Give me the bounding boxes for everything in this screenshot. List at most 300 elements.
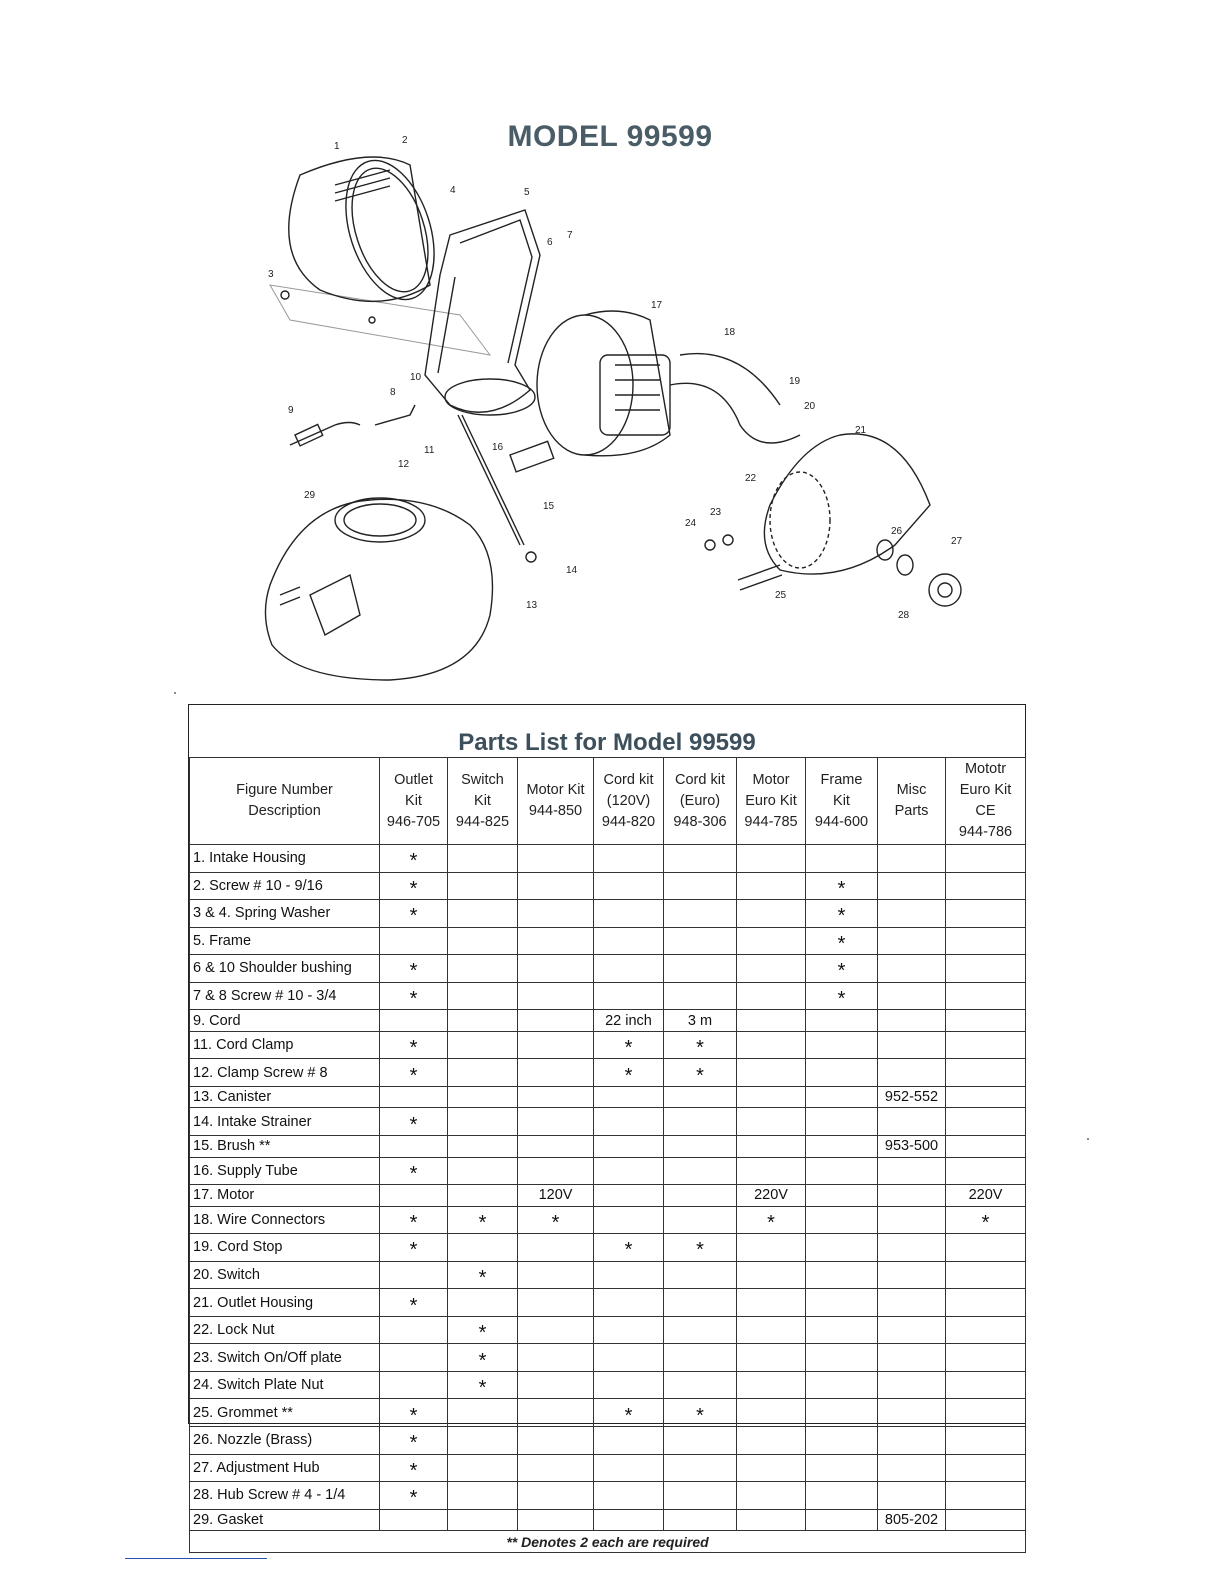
- table-row: [190, 1206, 1026, 1234]
- table-cell: [594, 1206, 664, 1234]
- table-cell: [380, 927, 448, 955]
- part-description: 9. Cord: [190, 1010, 380, 1032]
- callout-16: 16: [492, 442, 504, 453]
- table-cell: [518, 1261, 594, 1289]
- table-cell: [518, 1031, 594, 1059]
- table-row: [190, 1289, 1026, 1317]
- callout-4: 4: [450, 185, 456, 196]
- table-cell: [878, 1289, 946, 1317]
- table-cell: [946, 845, 1026, 873]
- table-cell: [878, 1261, 946, 1289]
- table-cell: [806, 1261, 878, 1289]
- table-cell: [448, 955, 518, 983]
- included-mark: *: [380, 1234, 448, 1262]
- included-mark: *: [380, 1427, 448, 1455]
- table-cell: [806, 1136, 878, 1158]
- canister-drawing: [265, 498, 492, 680]
- table-cell: [946, 1234, 1026, 1262]
- part-description: 18. Wire Connectors: [190, 1206, 380, 1234]
- table-cell: [594, 1371, 664, 1399]
- table-cell: [664, 1136, 737, 1158]
- table-row: [190, 1234, 1026, 1262]
- table-cell: [737, 1086, 806, 1108]
- table-cell: [737, 955, 806, 983]
- part-description: 27. Adjustment Hub: [190, 1454, 380, 1482]
- part-description: 13. Canister: [190, 1086, 380, 1108]
- table-cell: [737, 1010, 806, 1032]
- table-cell: [518, 1454, 594, 1482]
- table-cell: [737, 1482, 806, 1510]
- table-cell: [664, 982, 737, 1010]
- included-mark: *: [806, 900, 878, 928]
- included-mark: *: [380, 1206, 448, 1234]
- table-cell: [448, 1427, 518, 1455]
- included-mark: *: [594, 1059, 664, 1087]
- table-row: [190, 1157, 1026, 1185]
- included-mark: *: [380, 1031, 448, 1059]
- table-cell: [806, 1086, 878, 1108]
- part-description: 20. Switch: [190, 1261, 380, 1289]
- table-cell: [737, 1289, 806, 1317]
- scan-speck: [174, 692, 176, 694]
- table-row: [190, 1031, 1026, 1059]
- column-header-kit: [518, 758, 594, 845]
- table-cell: [878, 1427, 946, 1455]
- parts-table: [189, 757, 1026, 1553]
- table-cell: [878, 955, 946, 983]
- callout-14: 14: [566, 565, 578, 576]
- part-description: 7 & 8 Screw # 10 - 3/4: [190, 982, 380, 1010]
- table-cell: [878, 1344, 946, 1372]
- table-cell: [518, 1010, 594, 1032]
- column-header-line: Euro Kit: [959, 782, 1012, 798]
- table-cell: 120V: [518, 1185, 594, 1207]
- table-cell: [518, 1157, 594, 1185]
- table-cell: [448, 1234, 518, 1262]
- table-cell: [594, 900, 664, 928]
- column-header-kit: [878, 758, 946, 845]
- callout-12: 12: [398, 459, 410, 470]
- table-row: [190, 1399, 1026, 1427]
- table-cell: [448, 1399, 518, 1427]
- table-row: [190, 1454, 1026, 1482]
- table-cell: [806, 1427, 878, 1455]
- table-cell: [594, 1344, 664, 1372]
- table-cell: [737, 1261, 806, 1289]
- included-mark: *: [594, 1234, 664, 1262]
- table-cell: [806, 1482, 878, 1510]
- table-row: [190, 845, 1026, 873]
- table-cell: [878, 1482, 946, 1510]
- table-cell: [806, 845, 878, 873]
- table-cell: [518, 1316, 594, 1344]
- table-cell: [806, 1059, 878, 1087]
- table-cell: [594, 982, 664, 1010]
- table-cell: [518, 1234, 594, 1262]
- table-cell: [448, 982, 518, 1010]
- table-cell: [380, 1185, 448, 1207]
- table-cell: [878, 927, 946, 955]
- table-cell: [664, 1289, 737, 1317]
- table-cell: [594, 1185, 664, 1207]
- callout-20: 20: [804, 401, 816, 412]
- table-cell: [878, 1234, 946, 1262]
- page-title: MODEL 99599: [507, 120, 713, 153]
- table-cell: [664, 1185, 737, 1207]
- included-mark: *: [946, 1206, 1026, 1234]
- parts-list-title: Parts List for Model 99599: [458, 729, 756, 756]
- part-description: 29. Gasket: [190, 1509, 380, 1531]
- part-description: 24. Switch Plate Nut: [190, 1371, 380, 1399]
- table-cell: [806, 1289, 878, 1317]
- table-cell: [664, 1454, 737, 1482]
- table-row: [190, 955, 1026, 983]
- table-row: [190, 1059, 1026, 1087]
- table-cell: [664, 1157, 737, 1185]
- column-header-kit: [737, 758, 806, 845]
- table-cell: [946, 1108, 1026, 1136]
- outlet-housing-drawing: [738, 434, 961, 606]
- part-description: 19. Cord Stop: [190, 1234, 380, 1262]
- table-cell: [664, 1206, 737, 1234]
- table-cell: [946, 872, 1026, 900]
- table-cell: [878, 1206, 946, 1234]
- part-description: 22. Lock Nut: [190, 1316, 380, 1344]
- table-header-row: [190, 758, 1026, 845]
- included-mark: *: [448, 1206, 518, 1234]
- table-cell: [946, 1031, 1026, 1059]
- table-cell: [664, 955, 737, 983]
- table-cell: [878, 1031, 946, 1059]
- table-cell: [448, 1010, 518, 1032]
- table-cell: [664, 1482, 737, 1510]
- scan-speck: [1087, 1138, 1089, 1140]
- table-cell: [380, 1136, 448, 1158]
- table-cell: [448, 1157, 518, 1185]
- callout-27: 27: [951, 536, 963, 547]
- included-mark: *: [380, 1157, 448, 1185]
- callout-13: 13: [526, 600, 538, 611]
- table-cell: [594, 1316, 664, 1344]
- part-description: 25. Grommet **: [190, 1399, 380, 1427]
- table-cell: [594, 1482, 664, 1510]
- table-cell: [946, 1289, 1026, 1317]
- table-cell: [448, 900, 518, 928]
- column-header-line: 944-785: [744, 813, 798, 830]
- table-cell: [518, 1136, 594, 1158]
- part-description: 15. Brush **: [190, 1136, 380, 1158]
- table-cell: [594, 1108, 664, 1136]
- table-cell: [737, 1454, 806, 1482]
- table-cell: [664, 1261, 737, 1289]
- column-header-kit: [946, 758, 1026, 845]
- table-cell: [518, 1059, 594, 1087]
- table-cell: [737, 1344, 806, 1372]
- included-mark: *: [664, 1031, 737, 1059]
- frame-drawing: [425, 210, 540, 545]
- callout-28: 28: [898, 610, 910, 621]
- table-cell: [946, 1010, 1026, 1032]
- included-mark: *: [380, 982, 448, 1010]
- table-row: [190, 1136, 1026, 1158]
- column-header-kit: [664, 758, 737, 845]
- column-header-line: CE: [975, 803, 996, 819]
- table-cell: [594, 1136, 664, 1158]
- callout-8: 8: [390, 387, 396, 398]
- table-cell: [806, 1185, 878, 1207]
- column-header-line: Kit: [474, 792, 491, 809]
- table-cell: [806, 1010, 878, 1032]
- column-header-description: [190, 758, 380, 845]
- callout-25: 25: [775, 590, 787, 601]
- table-cell: [518, 1427, 594, 1455]
- table-cell: [380, 1086, 448, 1108]
- table-cell: [946, 1427, 1026, 1455]
- included-mark: *: [806, 872, 878, 900]
- part-description: 3 & 4. Spring Washer: [190, 900, 380, 928]
- table-cell: [946, 1482, 1026, 1510]
- table-cell: [594, 1086, 664, 1108]
- table-cell: [448, 927, 518, 955]
- table-cell: [448, 1108, 518, 1136]
- table-cell: [946, 1371, 1026, 1399]
- included-mark: *: [664, 1399, 737, 1427]
- table-cell: [448, 1059, 518, 1087]
- included-mark: *: [448, 1344, 518, 1372]
- part-description: 2. Screw # 10 - 9/16: [190, 872, 380, 900]
- table-cell: 953-500: [878, 1136, 946, 1158]
- footnote: ** Denotes 2 each are required: [190, 1531, 1026, 1553]
- table-cell: [594, 927, 664, 955]
- table-cell: [448, 1509, 518, 1531]
- column-header-line: 944-825: [455, 813, 510, 830]
- included-mark: *: [448, 1371, 518, 1399]
- included-mark: *: [448, 1316, 518, 1344]
- table-cell: [518, 1399, 594, 1427]
- part-description: 21. Outlet Housing: [190, 1289, 380, 1317]
- callout-11: 11: [424, 445, 435, 456]
- table-cell: [737, 900, 806, 928]
- table-cell: [737, 1136, 806, 1158]
- column-header-line: Cord kit: [603, 771, 654, 788]
- table-row: [190, 982, 1026, 1010]
- table-cell: [518, 1108, 594, 1136]
- included-mark: *: [806, 955, 878, 983]
- included-mark: *: [664, 1059, 737, 1087]
- table-row: [190, 872, 1026, 900]
- table-row: [190, 1509, 1026, 1531]
- callout-7: 7: [567, 230, 573, 241]
- table-cell: [946, 982, 1026, 1010]
- column-header-line: Mototr: [964, 761, 1007, 777]
- table-cell: [664, 872, 737, 900]
- table-cell: [518, 927, 594, 955]
- table-cell: [737, 982, 806, 1010]
- column-header-kit: [806, 758, 878, 845]
- motor-drawing: [537, 311, 800, 456]
- table-cell: [518, 1344, 594, 1372]
- table-cell: [806, 1399, 878, 1427]
- table-cell: [518, 955, 594, 983]
- table-cell: [448, 1185, 518, 1207]
- callout-18: 18: [724, 327, 736, 338]
- table-cell: [594, 1509, 664, 1531]
- table-cell: [806, 1371, 878, 1399]
- table-cell: [878, 872, 946, 900]
- included-mark: *: [380, 845, 448, 873]
- callout-9: 9: [288, 405, 294, 416]
- table-cell: [664, 1108, 737, 1136]
- table-cell: [878, 1371, 946, 1399]
- table-cell: [380, 1509, 448, 1531]
- table-row: [190, 1482, 1026, 1510]
- included-mark: *: [594, 1399, 664, 1427]
- table-cell: 952-552: [878, 1086, 946, 1108]
- table-cell: [664, 1427, 737, 1455]
- column-header-kit: [448, 758, 518, 845]
- table-row: [190, 900, 1026, 928]
- table-cell: [878, 900, 946, 928]
- table-cell: [737, 1108, 806, 1136]
- included-mark: *: [380, 900, 448, 928]
- table-cell: [806, 1031, 878, 1059]
- table-cell: [878, 1157, 946, 1185]
- table-cell: [878, 1399, 946, 1427]
- table-cell: [448, 1136, 518, 1158]
- column-header-line: (120V): [606, 792, 651, 809]
- table-cell: [594, 1454, 664, 1482]
- column-header-line: Figure Number: [236, 782, 333, 798]
- table-cell: [946, 1261, 1026, 1289]
- table-cell: [737, 1427, 806, 1455]
- table-cell: [806, 1206, 878, 1234]
- table-cell: [664, 900, 737, 928]
- callout-6: 6: [547, 237, 553, 248]
- included-mark: *: [380, 872, 448, 900]
- column-header-line: 948-306: [673, 813, 727, 830]
- table-cell: [946, 1059, 1026, 1087]
- column-header-line: (Euro): [679, 792, 721, 809]
- table-cell: [806, 1509, 878, 1531]
- table-cell: [737, 845, 806, 873]
- part-description: 12. Clamp Screw # 8: [190, 1059, 380, 1087]
- table-cell: [448, 1482, 518, 1510]
- column-header-line: 944-820: [601, 813, 656, 830]
- included-mark: *: [380, 1108, 448, 1136]
- table-cell: [946, 1136, 1026, 1158]
- table-cell: [380, 1010, 448, 1032]
- intake-housing-drawing: [270, 149, 490, 355]
- table-cell: [737, 1157, 806, 1185]
- table-cell: [878, 1316, 946, 1344]
- table-row: [190, 1086, 1026, 1108]
- column-header-line: 946-705: [386, 813, 441, 830]
- table-row: [190, 1185, 1026, 1207]
- table-cell: [946, 1454, 1026, 1482]
- table-cell: [737, 1509, 806, 1531]
- callout-labels: [268, 135, 963, 621]
- callout-24: 24: [685, 518, 697, 529]
- included-mark: *: [664, 1234, 737, 1262]
- table-cell: [737, 1371, 806, 1399]
- part-description: 28. Hub Screw # 4 - 1/4: [190, 1482, 380, 1510]
- callout-5: 5: [524, 187, 530, 198]
- table-cell: [594, 1289, 664, 1317]
- table-cell: [380, 1316, 448, 1344]
- column-header-line: Misc: [896, 782, 927, 798]
- included-mark: *: [806, 982, 878, 1010]
- table-row: [190, 1371, 1026, 1399]
- table-cell: [946, 1316, 1026, 1344]
- column-header-line: Motor Kit: [526, 782, 585, 798]
- callout-15: 15: [543, 501, 555, 512]
- table-row: [190, 1316, 1026, 1344]
- column-header-line: Motor: [752, 771, 790, 788]
- callout-23: 23: [710, 507, 722, 518]
- table-cell: [878, 1010, 946, 1032]
- column-header-kit: [594, 758, 664, 845]
- table-cell: [594, 1427, 664, 1455]
- column-header-line: 944-600: [814, 813, 869, 830]
- column-header-line: Outlet: [394, 771, 433, 788]
- table-row: [190, 1261, 1026, 1289]
- part-description: 1. Intake Housing: [190, 845, 380, 873]
- table-cell: [737, 1316, 806, 1344]
- part-description: 17. Motor: [190, 1185, 380, 1207]
- table-cell: [518, 845, 594, 873]
- table-cell: [878, 1108, 946, 1136]
- callout-26: 26: [891, 526, 903, 537]
- table-row: [190, 927, 1026, 955]
- column-header-kit: [380, 758, 448, 845]
- table-cell: [806, 1344, 878, 1372]
- table-cell: [806, 1108, 878, 1136]
- column-header-line: Kit: [405, 792, 422, 809]
- table-cell: [737, 1031, 806, 1059]
- table-cell: [946, 900, 1026, 928]
- table-cell: [664, 845, 737, 873]
- column-header-line: Switch: [461, 771, 504, 788]
- callout-10: 10: [410, 372, 422, 383]
- included-mark: *: [806, 927, 878, 955]
- table-cell: [664, 1086, 737, 1108]
- column-header-line: Euro Kit: [745, 792, 797, 809]
- table-cell: [737, 927, 806, 955]
- table-cell: [594, 845, 664, 873]
- table-cell: [518, 1086, 594, 1108]
- column-header-line: Description: [248, 803, 321, 819]
- table-cell: [518, 1509, 594, 1531]
- table-cell: [448, 1454, 518, 1482]
- table-cell: [594, 955, 664, 983]
- included-mark: *: [380, 955, 448, 983]
- table-cell: [594, 1157, 664, 1185]
- part-description: 11. Cord Clamp: [190, 1031, 380, 1059]
- table-cell: [448, 845, 518, 873]
- included-mark: *: [380, 1059, 448, 1087]
- table-cell: [946, 1344, 1026, 1372]
- table-cell: 220V: [737, 1185, 806, 1207]
- table-row: [190, 1010, 1026, 1032]
- table-cell: [878, 1059, 946, 1087]
- table-cell: [946, 1399, 1026, 1427]
- callout-21: 21: [855, 425, 867, 436]
- table-cell: [518, 872, 594, 900]
- parts-list-box: [188, 704, 1026, 1550]
- table-cell: [518, 1482, 594, 1510]
- table-cell: [946, 955, 1026, 983]
- callout-2: 2: [402, 135, 408, 146]
